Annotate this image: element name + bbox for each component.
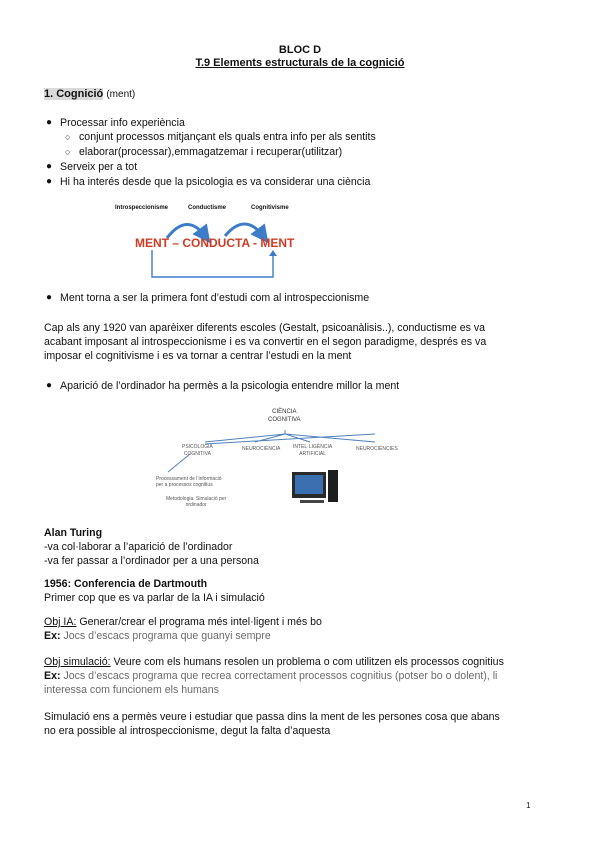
bullet-icon: ● bbox=[46, 161, 53, 172]
label-conductisme: Conductisme bbox=[188, 205, 227, 211]
obj-sim-example-cont: interessa com funcionem els humans bbox=[44, 684, 219, 696]
label-introspeccionisme: Introspeccionisme bbox=[115, 205, 169, 211]
note2-line-2: ordinador bbox=[185, 502, 207, 508]
section-heading-suffix: (ment) bbox=[106, 89, 136, 100]
page-title: T.9 Elements estructurals de la cognició bbox=[195, 57, 405, 69]
obj-ia-text: Generar/crear el programa més intel·ligent i més bo bbox=[76, 616, 322, 628]
page-number: 1 bbox=[526, 801, 531, 810]
note1-line-2: per a processos cognitius bbox=[156, 482, 213, 488]
computer-tower bbox=[328, 470, 338, 502]
return-arrow bbox=[152, 250, 273, 277]
arc-arrow-2 bbox=[225, 224, 263, 236]
obj-ia-example bbox=[44, 630, 271, 642]
branch-psicologia bbox=[182, 444, 213, 458]
list-item: Aparició de l’ordinador ha permès a la psicologia entendre millor la ment bbox=[60, 380, 400, 392]
sub-bullet-icon: ○ bbox=[65, 132, 71, 142]
obj-ia bbox=[44, 616, 322, 628]
root-label-1: CIÈNCIA bbox=[272, 409, 297, 415]
note1-line-1: Processament de l’informació bbox=[156, 476, 222, 482]
branch-neurociencia: NEUROCIÈNCIA bbox=[242, 446, 281, 452]
branch3-label-1: INTEL·LIGÈNCIA bbox=[293, 444, 333, 450]
obj-ia-ex-label: Ex: bbox=[44, 630, 61, 642]
list-item: elaborar(processar),emmagatzemar i recuperar(utilitzar) bbox=[79, 146, 343, 158]
list-item: Serveix per a tot bbox=[60, 161, 138, 173]
root-node bbox=[268, 408, 301, 424]
alan-line: -va fer passar a l’ordinador per a una persona bbox=[44, 555, 259, 567]
bullet-icon: ● bbox=[46, 380, 53, 391]
cognitive-science-diagram bbox=[150, 404, 420, 519]
paradigm-diagram bbox=[105, 200, 315, 290]
branch3-label-2: ARTIFICIAL bbox=[299, 451, 327, 457]
sub-bullet-icon: ○ bbox=[65, 147, 71, 157]
obj-sim-ex-label: Ex: bbox=[44, 670, 61, 682]
obj-simulacio bbox=[44, 656, 504, 668]
bullet-icon: ● bbox=[46, 117, 53, 128]
bullet-icon: ● bbox=[46, 292, 53, 303]
bullet-icon: ● bbox=[46, 176, 53, 187]
list-item: Hi ha interés desde que la psicologia es va considerar una ciència bbox=[60, 176, 371, 188]
keyboard bbox=[300, 500, 324, 503]
label-cognitivisme: Cognitivisme bbox=[251, 205, 289, 211]
obj-sim-ex-text1: Jocs d’escacs programa que recrea correctament processos cognitius (potser bo o dolent), li bbox=[60, 670, 498, 682]
root-label-2: COGNITIVA bbox=[268, 417, 301, 423]
obj-sim-text: Veure com els humans resolen un problema o com utilitzen els processos cognitius bbox=[110, 656, 504, 668]
list-item: Ment torna a ser la primera font d’estudi com al introspeccionisme bbox=[60, 292, 370, 304]
paragraph-line: no era possible al introspeccionisme, degut la falta d’aquesta bbox=[44, 725, 331, 737]
dartmouth-heading: 1956: Conferencia de Dartmouth bbox=[44, 578, 208, 590]
obj-sim-example bbox=[44, 670, 497, 682]
paragraph-line: Simulació ens a permès veure i estudiar que passa dins la ment de les persones cosa que abans bbox=[44, 711, 500, 723]
note2-line-1: Metodologia: Simulació per bbox=[166, 496, 227, 502]
obj-ia-ex-text: Jocs d’escacs programa que guanyi sempre bbox=[60, 630, 271, 642]
bloc-label: BLOC D bbox=[278, 44, 322, 56]
paragraph-line: imposar el cognitivisme i es va tornar a centrar l’estudi en la ment bbox=[44, 350, 352, 362]
branch-neurociencies: NEUROCIÈNCIES bbox=[356, 446, 398, 452]
list-item: Processar info experiència bbox=[60, 117, 185, 129]
dartmouth-line: Primer cop que es va parlar de la IA i simulació bbox=[44, 592, 265, 604]
alan-turing-heading: Alan Turing bbox=[44, 527, 103, 539]
note-metodologia bbox=[166, 496, 226, 508]
note-processament bbox=[156, 476, 222, 488]
branch1-label-1: PSICOLOGIA bbox=[182, 444, 213, 450]
section-heading bbox=[44, 88, 135, 100]
section-heading-label: 1. Cognició bbox=[44, 88, 104, 100]
obj-ia-label: Obj IA: bbox=[44, 616, 77, 628]
paragraph-line: Cap als any 1920 van aparèixer diferents escoles (Gestalt, psicoanàlisis..), conductisme es va bbox=[44, 322, 486, 334]
list-item: conjunt processos mitjançant els quals entra info per als sentits bbox=[79, 131, 376, 143]
alan-line: -va col·laborar a l’aparició de l’ordinador bbox=[44, 541, 233, 553]
branch-ia bbox=[293, 444, 332, 458]
branch1-label-2: COGNITIVA bbox=[183, 451, 211, 457]
obj-sim-label: Obj simulació: bbox=[44, 656, 111, 668]
ment-conducta-ment: MENT – CONDUCTA - MENT bbox=[135, 236, 295, 250]
paragraph-line: acabant imposant al introspeccionisme i es va convertir en el segon paradigme, després es va bbox=[44, 336, 487, 348]
